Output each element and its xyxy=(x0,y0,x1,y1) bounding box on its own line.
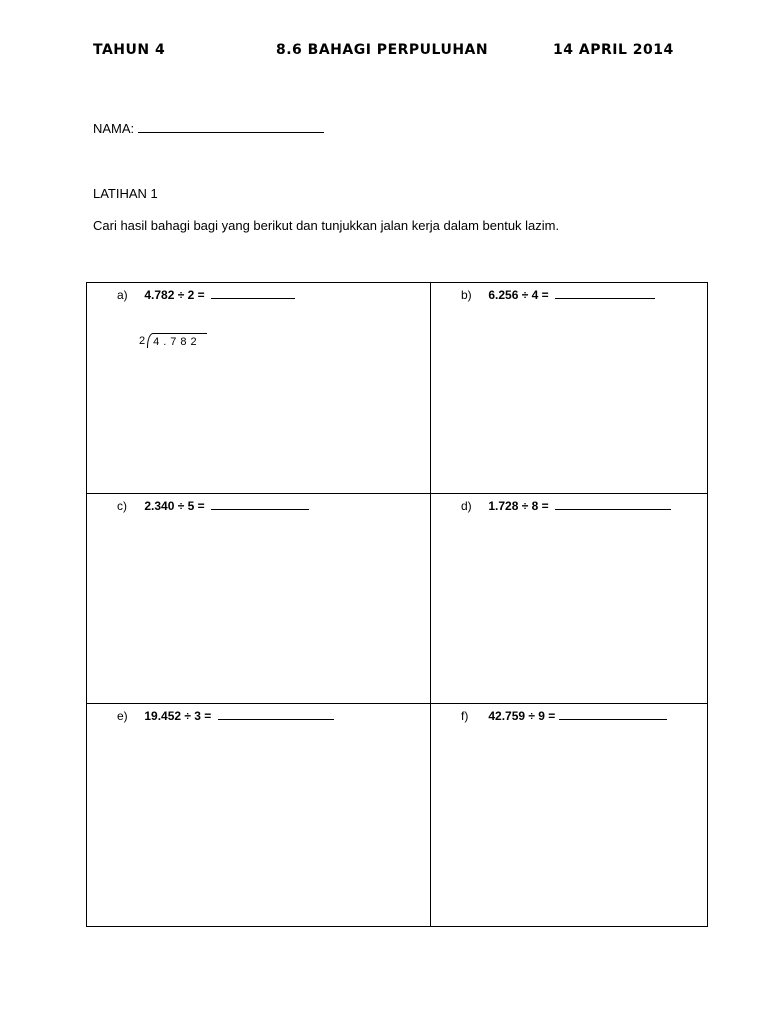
question-cell-e[interactable] xyxy=(87,704,431,926)
question-expression: 19.452 ÷ 3 = xyxy=(144,709,212,723)
header-grade: TAHUN 4 xyxy=(93,42,166,58)
question-cell-a[interactable] xyxy=(87,283,431,494)
dividend: 4.782 xyxy=(147,333,207,348)
question-label: a) xyxy=(117,288,128,302)
answer-blank[interactable] xyxy=(211,287,295,299)
question-e xyxy=(117,708,334,723)
name-blank[interactable] xyxy=(138,120,324,133)
header-date: 14 APRIL 2014 xyxy=(553,42,674,58)
question-expression: 4.782 ÷ 2 = xyxy=(144,288,205,302)
name-label: NAMA: xyxy=(93,121,135,136)
long-division-example xyxy=(139,335,207,348)
question-label: d) xyxy=(461,499,472,513)
question-grid xyxy=(86,282,708,927)
instruction-text: Cari hasil bahagi bagi yang berikut dan tunjukkan jalan kerja dalam bentuk lazim. xyxy=(93,218,560,233)
question-label: c) xyxy=(117,499,127,513)
question-label: b) xyxy=(461,288,472,302)
question-cell-b[interactable] xyxy=(431,283,707,494)
question-expression: 42.759 ÷ 9 = xyxy=(488,709,556,723)
question-cell-d[interactable] xyxy=(431,494,707,704)
question-a xyxy=(117,287,295,302)
exercise-title: LATIHAN 1 xyxy=(93,186,158,201)
question-c xyxy=(117,498,309,513)
answer-blank[interactable] xyxy=(218,708,334,720)
question-label: e) xyxy=(117,709,128,723)
name-row xyxy=(93,120,324,136)
divisor: 2 xyxy=(139,335,146,347)
answer-blank[interactable] xyxy=(559,708,667,720)
answer-blank[interactable] xyxy=(555,498,671,510)
question-b xyxy=(461,287,655,302)
question-expression: 6.256 ÷ 4 = xyxy=(488,288,549,302)
question-cell-c[interactable] xyxy=(87,494,431,704)
question-label: f) xyxy=(461,709,469,723)
question-f xyxy=(461,708,667,723)
question-d xyxy=(461,498,671,513)
question-expression: 2.340 ÷ 5 = xyxy=(144,499,205,513)
question-expression: 1.728 ÷ 8 = xyxy=(488,499,549,513)
question-cell-f[interactable] xyxy=(431,704,707,926)
answer-blank[interactable] xyxy=(555,287,655,299)
answer-blank[interactable] xyxy=(211,498,309,510)
header-topic: 8.6 BAHAGI PERPULUHAN xyxy=(276,42,489,58)
